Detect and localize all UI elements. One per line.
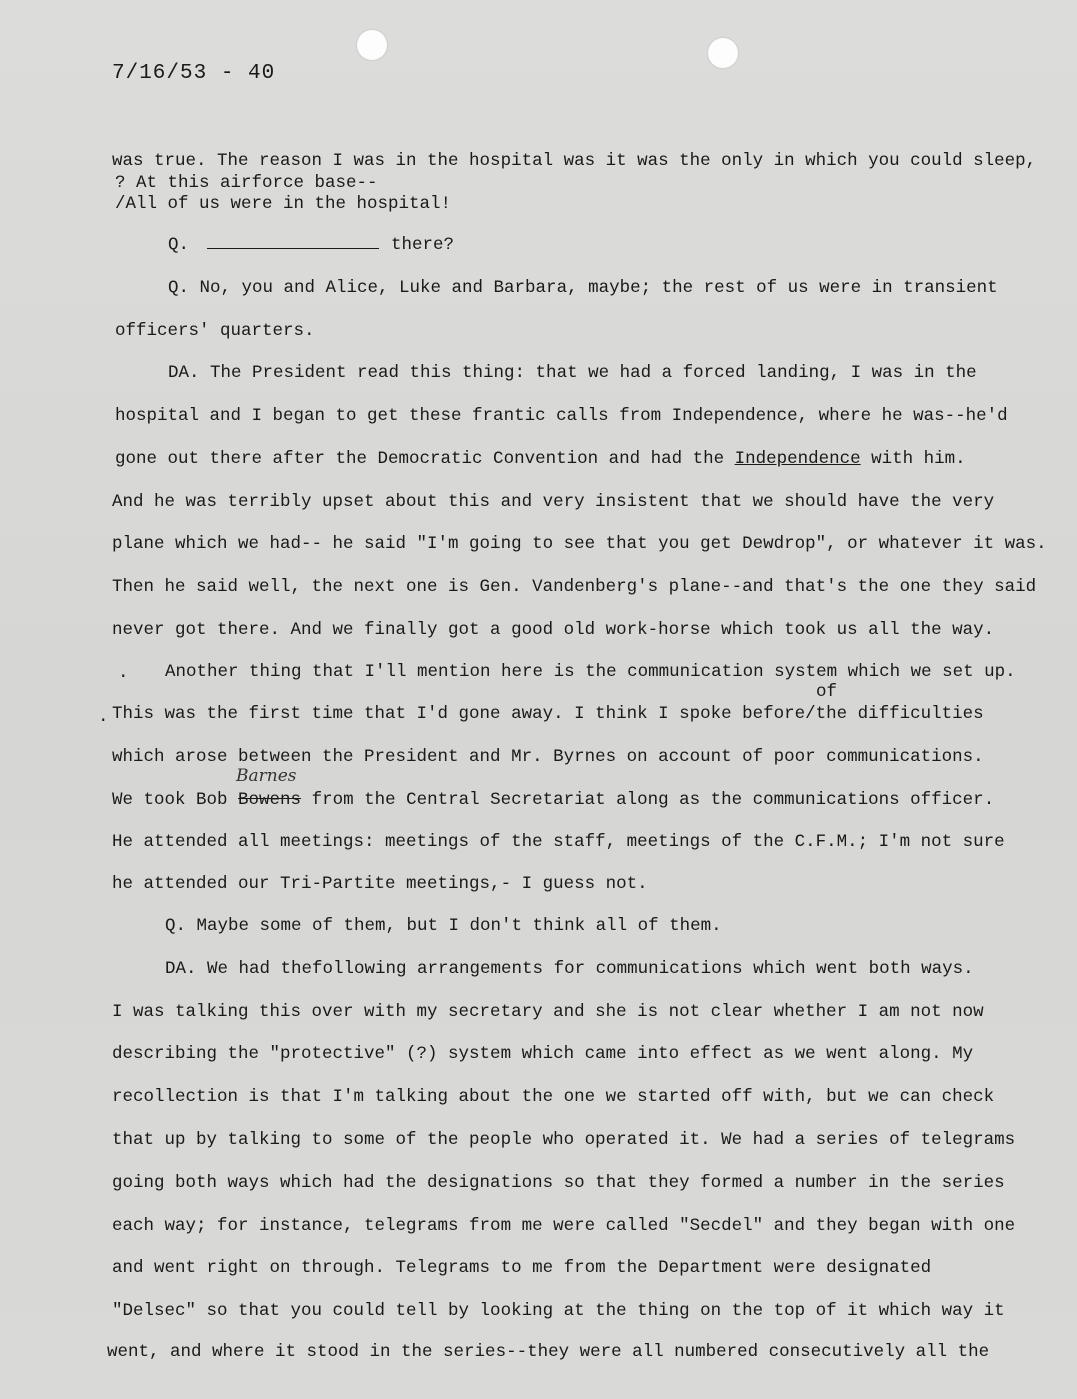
- text-line: going both ways which had the designations so that they formed a number in the series: [112, 1173, 1005, 1193]
- text-line: was true. The reason I was in the hospital was it was the only in which you could sleep,: [112, 151, 1037, 171]
- text-line: [115, 448, 966, 470]
- text-line: hospital and I began to get these frantic calls from Independence, where he was--he'd: [115, 406, 1008, 426]
- text-line: plane which we had-- he said "I'm going to see that you get Dewdrop", or whatever it was.: [112, 534, 1047, 554]
- text-line: and went right on through. Telegrams to me from the Department were designated: [112, 1258, 932, 1278]
- text-line: Q. No, you and Alice, Luke and Barbara, maybe; the rest of us were in transient: [168, 278, 998, 298]
- text-line: "Delsec" so that you could tell by looking at the thing on the top of it which way it: [112, 1301, 1005, 1321]
- text-line: officers' quarters.: [115, 321, 315, 341]
- text-line: ? At this airforce base--: [115, 173, 378, 193]
- text-line: /All of us were in the hospital!: [115, 194, 452, 214]
- text-line: I was talking this over with my secretary and she is not clear whether I am not now: [112, 1002, 984, 1022]
- question-line: [168, 234, 454, 256]
- punch-hole-right: [708, 38, 738, 68]
- margin-mark: .: [118, 663, 129, 683]
- text-line: describing the "protective" (?) system which came into effect as we went along. My: [112, 1044, 974, 1064]
- interlinear-insertion: of: [816, 682, 838, 702]
- text-fragment: with him.: [871, 449, 966, 469]
- text-line: Then he said well, the next one is Gen. Vandenberg's plane--and that's the one they said: [112, 577, 1037, 597]
- text-line: that up by talking to some of the people who operated it. We had a series of telegrams: [112, 1130, 1016, 1150]
- underlined-word: Independence: [734, 449, 861, 469]
- text-line: he attended our Tri-Partite meetings,- I guess not.: [112, 874, 648, 894]
- margin-mark: .: [98, 707, 109, 727]
- speaker-label: Q.: [168, 235, 190, 255]
- text-line: which arose between the President and Mr. Byrnes on account of poor communications.: [112, 747, 984, 767]
- handwritten-correction: Barnes: [236, 766, 297, 786]
- text-fragment: from the Central Secretariat along as the communications officer.: [311, 790, 995, 810]
- text-line: And he was terribly upset about this and very insistent that we should have the very: [112, 492, 995, 512]
- text-line: went, and where it stood in the series--they were all numbered consecutively all the: [107, 1342, 990, 1362]
- text-line: each way; for instance, telegrams from me were called "Secdel" and they began with one: [112, 1216, 1016, 1236]
- text-fragment: there?: [391, 235, 455, 255]
- text-fragment: gone out there after the Democratic Convention and had the: [115, 449, 725, 469]
- struck-word: Bowens: [238, 790, 302, 810]
- text-line: Q. Maybe some of them, but I don't think all of them.: [165, 916, 722, 936]
- text-line: He attended all meetings: meetings of the staff, meetings of the C.F.M.; I'm not sure: [112, 832, 1005, 852]
- text-line: DA. The President read this thing: that we had a forced landing, I was in the: [168, 363, 977, 383]
- text-fragment: We took Bob: [112, 790, 228, 810]
- text-line: Another thing that I'll mention here is the communication system which we set up.: [165, 662, 1016, 682]
- text-line: never got there. And we finally got a good old work-horse which took us all the way.: [112, 620, 995, 640]
- page-header: 7/16/53 - 40: [112, 62, 276, 85]
- text-line: This was the first time that I'd gone away. I think I spoke before/the difficulties: [112, 704, 984, 724]
- text-line: [112, 789, 994, 811]
- text-line: recollection is that I'm talking about the one we started off with, but we can check: [112, 1087, 995, 1107]
- blank-underline: [207, 247, 379, 249]
- text-line: DA. We had thefollowing arrangements for communications which went both ways.: [165, 959, 974, 979]
- punch-hole-left: [357, 30, 387, 60]
